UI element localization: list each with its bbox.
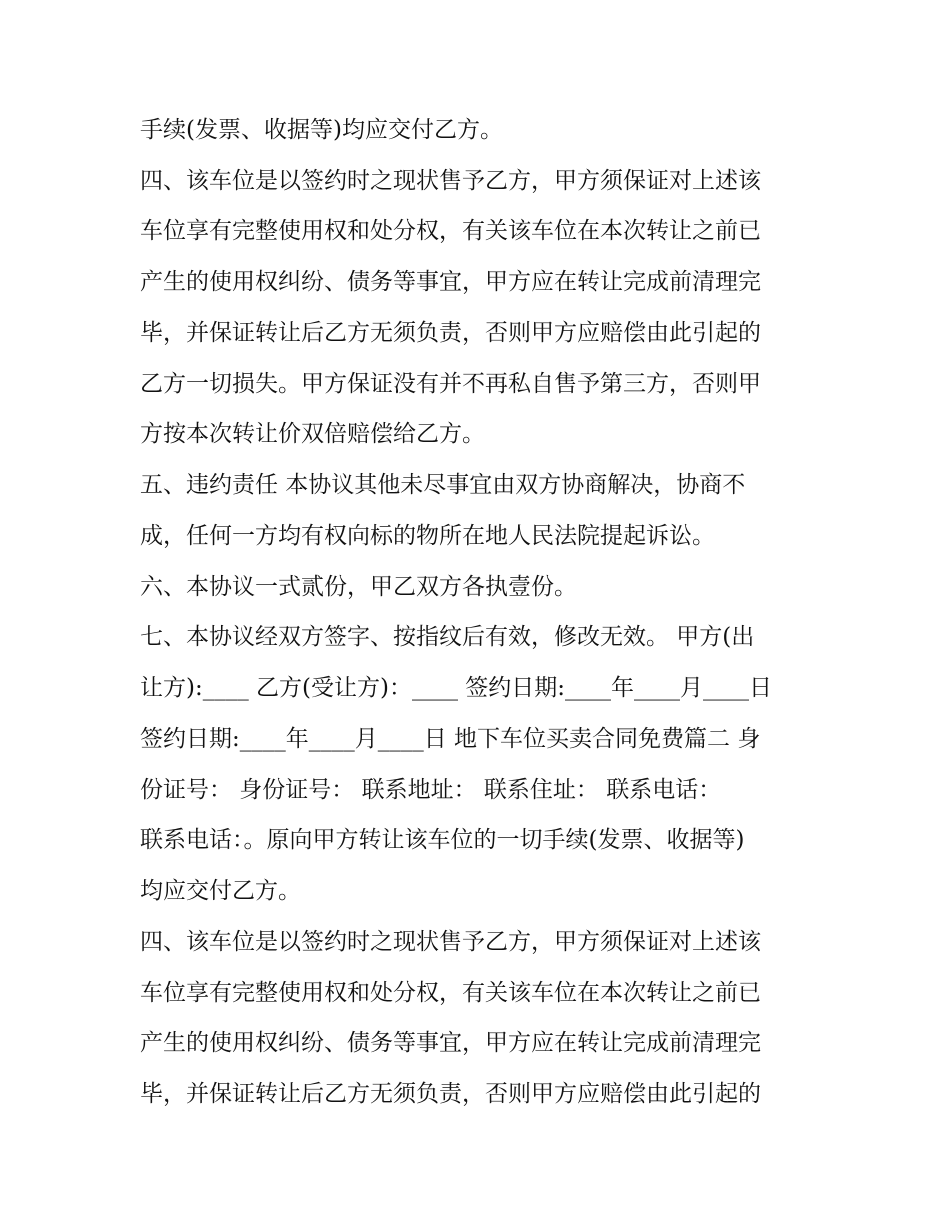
text-line: 六、本协议一式贰份，甲乙双方各执壹份。: [140, 574, 577, 600]
text-line: 毕，并保证转让后乙方无须负责，否则甲方应赔偿由此引起的: [140, 320, 761, 346]
text-line: 方按本次转让价双倍赔偿给乙方。: [140, 421, 485, 447]
text-line: 产生的使用权纠纷、债务等事宜，甲方应在转让完成前清理完: [140, 1030, 761, 1056]
text-line: 让方):____ 乙方(受让方)：____ 签约日期:____年____月____日: [140, 675, 773, 701]
text-line: 均应交付乙方。: [140, 878, 301, 904]
text-line: 签约日期:____年____月____日 地下车位买卖合同免费篇二 身: [140, 726, 761, 752]
text-line: 成，任何一方均有权向标的物所在地人民法院提起诉讼。: [140, 523, 715, 549]
text-line: 四、该车位是以签约时之现状售予乙方，甲方须保证对上述该: [140, 929, 761, 955]
text-line: 车位享有完整使用权和处分权，有关该车位在本次转让之前已: [140, 980, 761, 1006]
text-line: 联系电话：。原向甲方转让该车位的一切手续(发票、收据等): [140, 827, 745, 853]
text-line: 乙方一切损失。甲方保证没有并不再私自售予第三方，否则甲: [140, 371, 761, 397]
text-line: 五、违约责任 本协议其他未尽事宜由双方协商解决，协商不: [140, 472, 746, 498]
text-line: 产生的使用权纠纷、债务等事宜，甲方应在转让完成前清理完: [140, 269, 761, 295]
text-line: 手续(发票、收据等)均应交付乙方。: [140, 117, 503, 143]
text-line: 四、该车位是以签约时之现状售予乙方，甲方须保证对上述该: [140, 168, 761, 194]
text-line: 毕，并保证转让后乙方无须负责，否则甲方应赔偿由此引起的: [140, 1081, 761, 1107]
text-line: 车位享有完整使用权和处分权，有关该车位在本次转让之前已: [140, 218, 761, 244]
text-line: 份证号： 身份证号： 联系地址： 联系住址： 联系电话：: [140, 777, 722, 803]
text-line: 七、本协议经双方签字、按指纹后有效，修改无效。 甲方(出: [140, 624, 755, 650]
